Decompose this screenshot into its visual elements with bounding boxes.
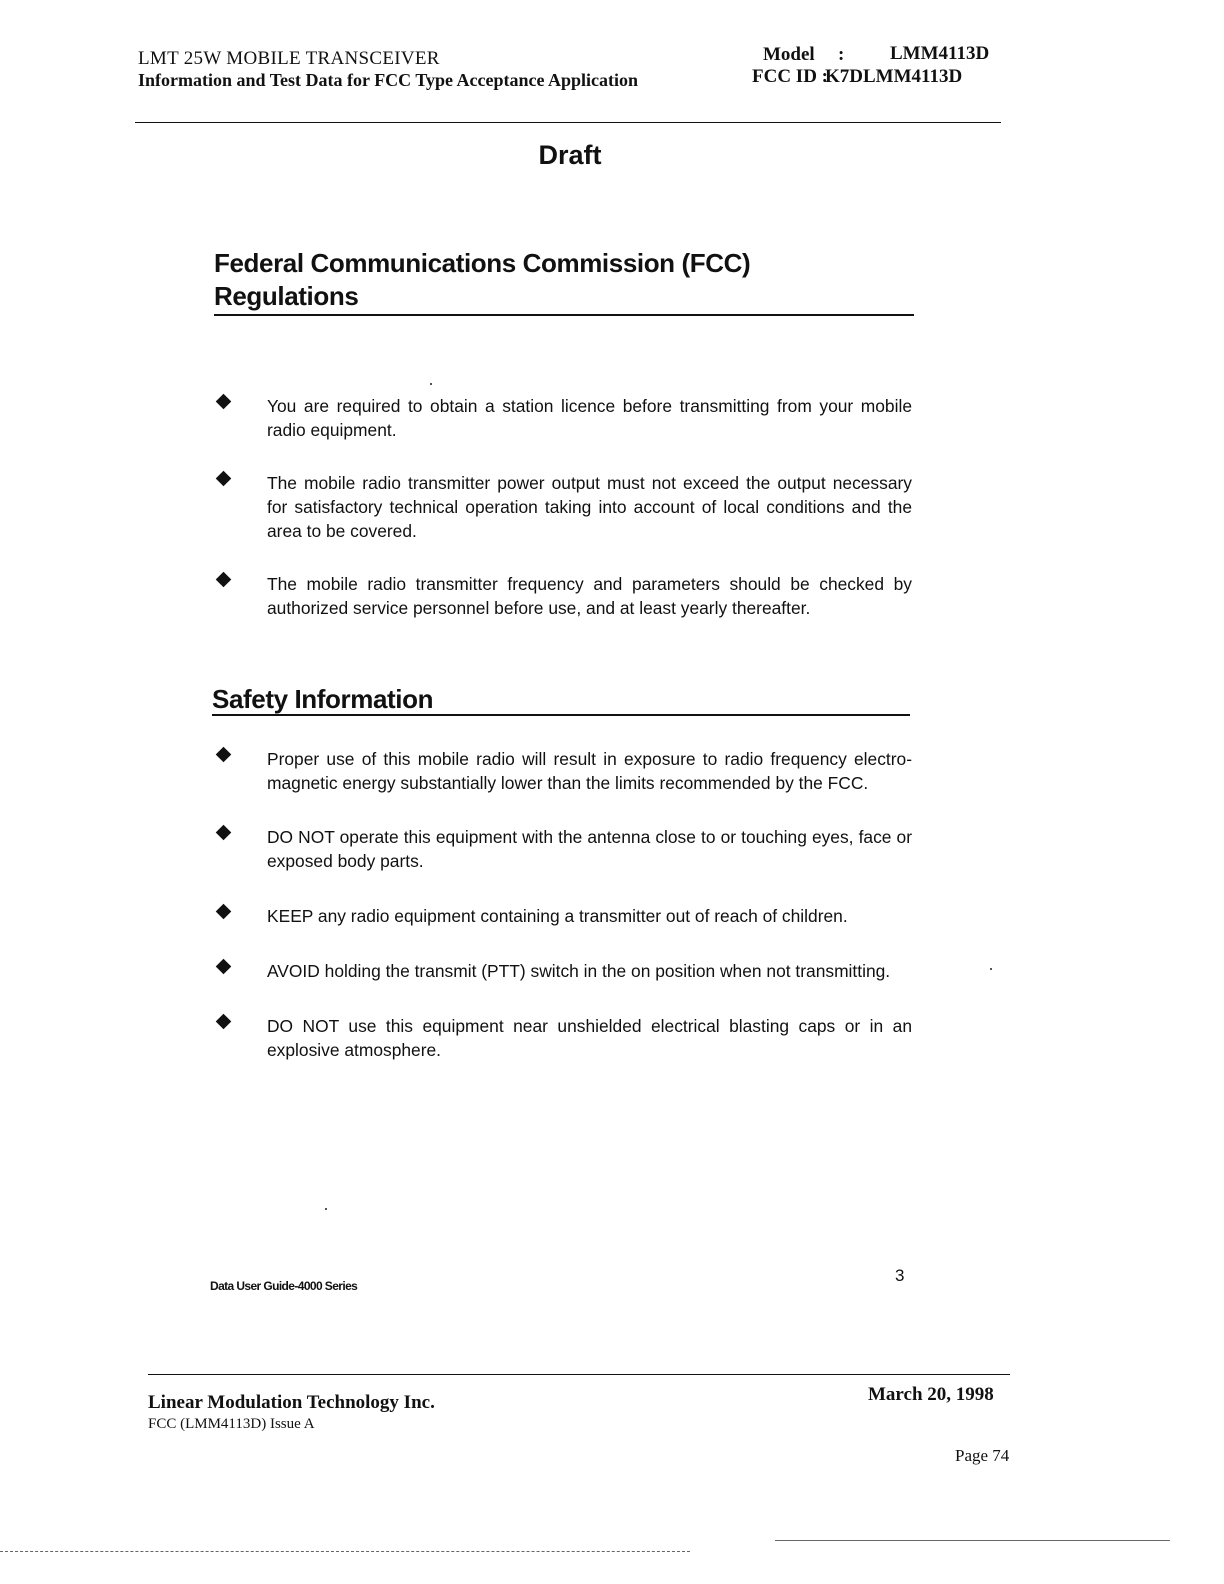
footer-divider [148, 1374, 1010, 1375]
bullet-text: DO NOT operate this equipment with the antenna close to or touching eyes, face or exposed body parts. [267, 827, 912, 871]
scan-artifact-line [0, 1551, 690, 1552]
diamond-bullet-icon [216, 394, 232, 410]
scan-speck [430, 383, 432, 385]
list-item [212, 904, 912, 928]
diamond-bullet-icon [216, 959, 232, 975]
scan-speck [325, 1208, 327, 1210]
list-item [212, 572, 912, 620]
footer-page-number: Page 74 [955, 1446, 1010, 1465]
diamond-bullet-icon [216, 825, 232, 841]
draft-label: Draft [538, 140, 602, 170]
bullet-text: AVOID holding the transmit (PTT) switch in the on position when not transmitting. [267, 961, 891, 981]
list-item [212, 747, 912, 795]
fcc-section-title-line1: Federal Communications Commission (FCC) [214, 248, 751, 278]
bullet-text: Proper use of this mobile radio will result in exposure to radio frequency electro-magnetic energy substantially lower than the limits recommended by the FCC. [267, 749, 912, 793]
bullet-text: You are required to obtain a station licence before transmitting from your mobile radio equipment. [267, 396, 912, 440]
list-item [212, 959, 912, 983]
header-divider [135, 122, 1001, 123]
list-item [212, 1014, 912, 1062]
bullet-text: KEEP any radio equipment containing a transmitter out of reach of children. [267, 906, 848, 926]
bullet-text: The mobile radio transmitter frequency and parameters should be checked by authorized service personnel before use, and at least yearly thereafter. [267, 574, 912, 618]
footer-company: Linear Modulation Technology Inc. [148, 1392, 435, 1413]
model-label: Model [763, 44, 815, 65]
header-title: LMT 25W MOBILE TRANSCEIVER [138, 48, 440, 69]
list-item [212, 825, 912, 873]
diamond-bullet-icon [216, 572, 232, 588]
diamond-bullet-icon [216, 1014, 232, 1030]
safety-section-title: Safety Information [212, 684, 434, 714]
scan-artifact-line [775, 1540, 1170, 1541]
bullet-text: DO NOT use this equipment near unshielded electrical blasting caps or in an explosive atmosphere. [267, 1016, 912, 1060]
fcc-id-label: FCC ID : [752, 66, 828, 87]
list-item [212, 471, 912, 543]
fcc-section-divider [214, 314, 914, 316]
guide-series-label: Data User Guide-4000 Series [210, 1279, 358, 1293]
scan-speck [990, 968, 992, 970]
bullet-text: The mobile radio transmitter power output must not exceed the output necessary for satisfactory technical operation taking into account of local conditions and the area to be covered. [267, 473, 912, 541]
footer-date: March 20, 1998 [868, 1384, 994, 1405]
diamond-bullet-icon [216, 747, 232, 763]
diamond-bullet-icon [216, 471, 232, 487]
fcc-section-title-line2: Regulations [214, 281, 359, 311]
footer-document-id: FCC (LMM4113D) Issue A [148, 1416, 315, 1432]
fcc-section-title [214, 247, 750, 313]
safety-section-divider [212, 714, 910, 716]
model-colon: : [838, 44, 845, 65]
diamond-bullet-icon [216, 904, 232, 920]
guide-page-number: 3 [895, 1266, 905, 1285]
list-item [212, 394, 912, 442]
fcc-id-value: K7DLMM4113D [825, 66, 963, 87]
model-value: LMM4113D [890, 43, 990, 64]
header-subtitle: Information and Test Data for FCC Type Acceptance Application [138, 70, 639, 90]
